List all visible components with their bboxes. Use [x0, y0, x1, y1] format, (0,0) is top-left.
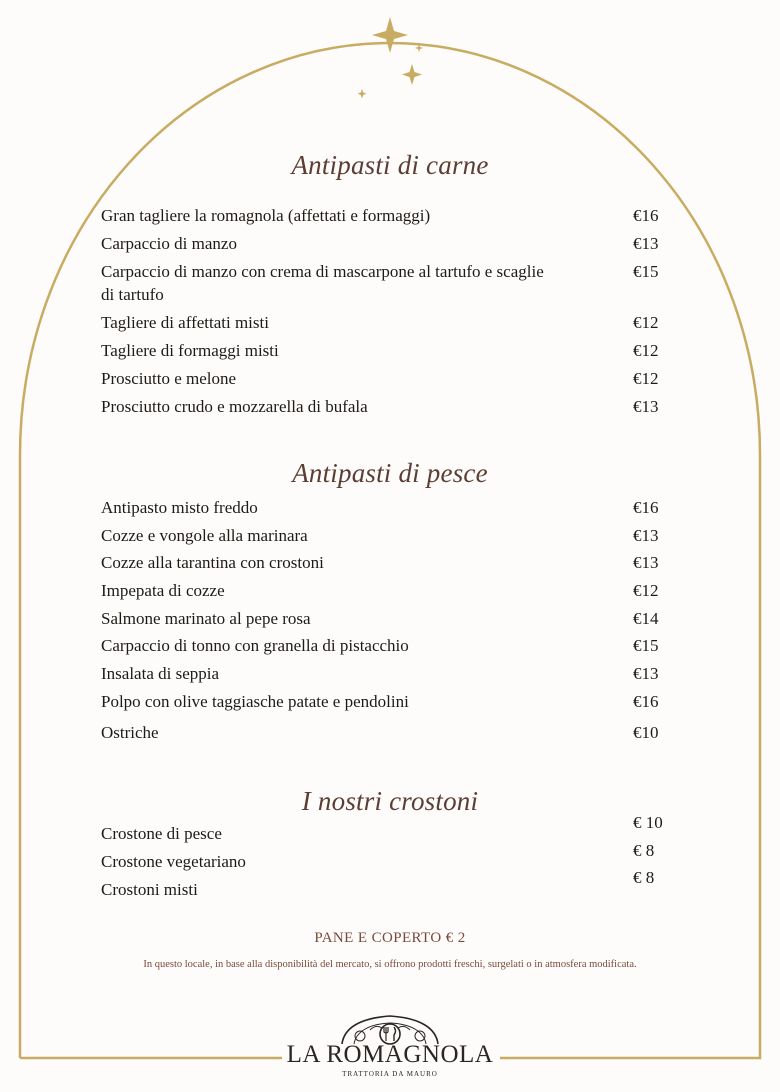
menu-price: €13: [633, 397, 659, 416]
menu-item: Prosciutto crudo e mozzarella di bufala: [101, 397, 368, 416]
menu-price: €12: [633, 313, 659, 332]
brand-subtitle: TRATTORIA DA MAURO: [342, 1070, 438, 1078]
menu-price: €13: [633, 234, 659, 253]
star-icon: [358, 89, 367, 99]
menu-item: Tagliere di formaggi misti: [101, 341, 279, 360]
section-title-pesce: Antipasti di pesce: [292, 458, 488, 488]
menu-price: €16: [633, 692, 659, 711]
menu-price: € 8: [633, 868, 655, 887]
menu-price: €14: [633, 609, 659, 628]
menu-item: Prosciutto e melone: [101, 369, 237, 388]
star-icon: [402, 64, 422, 85]
menu-item: Cozze e vongole alla marinara: [101, 526, 308, 545]
menu-item: Tagliere di affettati misti: [101, 313, 269, 332]
menu-price: €16: [633, 498, 659, 517]
star-icon: [372, 17, 408, 53]
menu-price: €13: [633, 553, 659, 572]
menu-item: Carpaccio di manzo con crema di mascarpone al tartufo e scaglie di tartufo: [101, 262, 544, 304]
menu-item: Crostoni misti: [101, 880, 198, 899]
menu-item: Impepata di cozze: [101, 581, 225, 600]
menu-price: €15: [633, 636, 659, 655]
section-title-carne: Antipasti di carne: [291, 150, 489, 180]
menu-price: €16: [633, 206, 659, 225]
brand-name: LA ROMAGNOLA: [286, 1041, 494, 1068]
menu-price: € 8: [633, 841, 655, 860]
section-title-crostoni: I nostri crostoni: [301, 786, 479, 816]
menu-price: €10: [633, 723, 659, 742]
disclaimer-note: In questo locale, in base alla disponibilità del mercato, si offrono prodotti freschi, surgelati o in atmosfera modificata.: [143, 959, 637, 970]
menu-price: €12: [633, 341, 659, 360]
menu-price: €13: [633, 526, 659, 545]
menu-price: €12: [633, 369, 659, 388]
menu-item: Carpaccio di tonno con granella di pistacchio: [101, 636, 409, 655]
menu-item: Crostone di pesce: [101, 824, 222, 843]
menu-item: Antipasto misto freddo: [101, 498, 258, 517]
knife-icon: [394, 1027, 396, 1041]
menu-item: Insalata di seppia: [101, 664, 220, 683]
coperto-note: PANE E COPERTO € 2: [314, 930, 466, 946]
menu-item: Ostriche: [101, 723, 159, 742]
menu-price: €13: [633, 664, 659, 683]
menu-item: Cozze alla tarantina con crostoni: [101, 553, 324, 572]
menu-item: Carpaccio di manzo: [101, 234, 237, 253]
menu-price: €15: [633, 262, 659, 281]
fork-icon: [384, 1027, 388, 1041]
menu-item: Salmone marinato al pepe rosa: [101, 609, 311, 628]
menu-price: € 10: [633, 813, 663, 832]
menu-price: €12: [633, 581, 659, 600]
menu-item: Polpo con olive taggiasche patate e pendolini: [101, 692, 409, 711]
menu-item: Crostone vegetariano: [101, 852, 246, 871]
menu-item: Gran tagliere la romagnola (affettati e formaggi): [101, 206, 431, 225]
